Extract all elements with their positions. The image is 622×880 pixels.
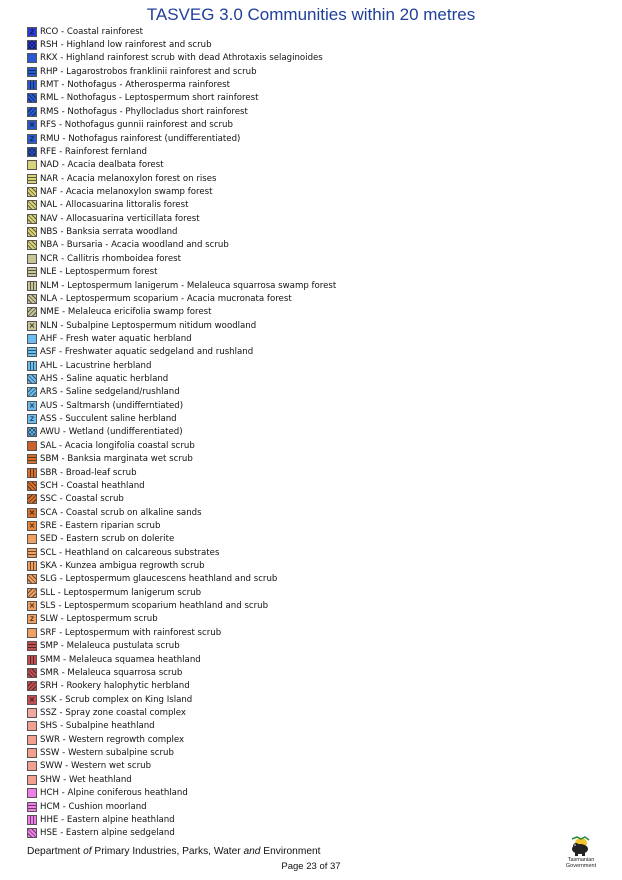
legend-item (27, 599, 336, 612)
legend-swatch (27, 494, 37, 504)
legend-item (27, 172, 336, 185)
legend-swatch (27, 748, 37, 758)
legend-label: NAL - Allocasuarina littoralis forest (40, 200, 189, 211)
legend-item (27, 92, 336, 105)
legend-swatch (27, 281, 37, 291)
legend-label: SHS - Subalpine heathland (40, 721, 155, 732)
legend-item (27, 586, 336, 599)
legend-swatch (27, 574, 37, 584)
page-title: TASVEG 3.0 Communities within 20 metres (146, 5, 476, 24)
legend-label: SSW - Western subalpine scrub (40, 748, 174, 759)
legend-label: RFE - Rainforest fernland (40, 146, 147, 157)
tasmanian-devil-icon (569, 835, 593, 857)
legend-label: SRF - Leptospermum with rainforest scrub (40, 627, 222, 638)
legend-item (27, 346, 336, 359)
legend-label: AHS - Saline aquatic herbland (40, 374, 169, 385)
legend-swatch: z (27, 27, 37, 37)
legend-swatch (27, 721, 37, 731)
legend-item (27, 25, 336, 38)
legend-label: NBA - Bursaria - Acacia woodland and scrub (40, 240, 229, 251)
legend-item (27, 359, 336, 372)
legend-label: SCL - Heathland on calcareous substrates (40, 547, 220, 558)
legend-label: SMP - Melaleuca pustulata scrub (40, 641, 180, 652)
legend-label: HCH - Alpine coniferous heathland (40, 788, 188, 799)
legend-item (27, 159, 336, 172)
legend-swatch (27, 40, 37, 50)
legend-swatch: z (27, 414, 37, 424)
legend-swatch (27, 761, 37, 771)
legend-label: RCO - Coastal rainforest (40, 26, 144, 37)
legend-item (27, 412, 336, 425)
legend-label: RMS - Nothofagus - Phyllocladus short rainforest (40, 106, 248, 117)
legend-item (27, 265, 336, 278)
legend-item (27, 239, 336, 252)
legend-label: HSE - Eastern alpine sedgeland (40, 828, 175, 839)
legend-swatch: × (28, 601, 36, 611)
legend-swatch (27, 641, 37, 651)
legend-item (27, 680, 336, 693)
legend-swatch (27, 80, 37, 90)
legend-swatch (27, 294, 37, 304)
legend-swatch: × (28, 320, 36, 330)
legend-label: NME - Melaleuca ericifolia swamp forest (40, 307, 212, 318)
legend-item (27, 733, 336, 746)
legend-swatch (27, 67, 37, 77)
legend-label: SLL - Leptospermum lanigerum scrub (40, 587, 202, 598)
legend-label: NLM - Leptospermum lanigerum - Melaleuca squarrosa swamp forest (40, 280, 337, 291)
legend-item (27, 212, 336, 225)
legend-item (27, 827, 336, 840)
legend-swatch (27, 53, 37, 63)
legend-item (27, 372, 336, 385)
legend-swatch: × (28, 120, 36, 130)
legend-swatch (27, 227, 37, 237)
legend-swatch (27, 93, 37, 103)
legend-label: SMM - Melaleuca squamea heathland (40, 654, 201, 665)
legend-label: ARS - Saline sedgeland/rushland (40, 387, 180, 398)
legend-swatch (27, 107, 37, 117)
legend-item (27, 746, 336, 759)
legend-swatch (27, 828, 37, 838)
legend-item (27, 225, 336, 238)
legend-label: NAR - Acacia melanoxylon forest on rises (40, 173, 217, 184)
legend-label: RMT - Nothofagus - Atherosperma rainforest (40, 80, 230, 91)
legend-item (27, 626, 336, 639)
legend-item (27, 145, 336, 158)
legend-label: AUS - Saltmarsh (undifferntiated) (40, 400, 184, 411)
legend-label: SBR - Broad-leaf scrub (40, 467, 137, 478)
legend-label: SLG - Leptospermum glaucescens heathland and scrub (40, 574, 278, 585)
legend-item (27, 786, 336, 799)
legend-label: SBM - Banksia marginata wet scrub (40, 454, 193, 465)
legend-swatch (27, 775, 37, 785)
legend-label: NLN - Subalpine Leptospermum nitidum woodland (40, 320, 257, 331)
legend-item (27, 252, 336, 265)
legend-label: SCH - Coastal heathland (40, 480, 145, 491)
legend-item (27, 706, 336, 719)
legend-swatch: × (28, 694, 36, 704)
legend-label: SLS - Leptospermum scoparium heathland and scrub (40, 601, 269, 612)
legend-item (27, 453, 336, 466)
legend-label: NAF - Acacia melanoxylon swamp forest (40, 186, 213, 197)
legend-item (27, 800, 336, 813)
legend-item (27, 38, 336, 51)
tasmanian-government-logo (557, 835, 605, 875)
legend-item (27, 546, 336, 559)
legend-swatch (27, 307, 37, 317)
legend-item (27, 760, 336, 773)
legend-swatch (27, 441, 37, 451)
legend-item (27, 573, 336, 586)
legend-swatch (27, 534, 37, 544)
legend-label: HCM - Cushion moorland (40, 801, 147, 812)
legend-label: ASF - Freshwater aquatic sedgeland and rushland (40, 347, 254, 358)
legend-item (27, 185, 336, 198)
legend-item (27, 479, 336, 492)
legend-item (27, 640, 336, 653)
legend-swatch (27, 334, 37, 344)
legend-label: NAD - Acacia dealbata forest (40, 160, 164, 171)
legend-item (27, 52, 336, 65)
legend-label: NBS - Banksia serrata woodland (40, 227, 178, 238)
legend-swatch (27, 708, 37, 718)
legend-label: SED - Eastern scrub on dolerite (40, 534, 175, 545)
legend-item (27, 613, 336, 626)
legend-label: ASS - Succulent saline herbland (40, 414, 177, 425)
page-number: Page 23 of 37 (281, 861, 341, 872)
legend-item (27, 426, 336, 439)
legend-item (27, 519, 336, 532)
legend-label: SWR - Western regrowth complex (40, 734, 185, 745)
legend-label: SRH - Rookery halophytic herbland (40, 681, 190, 692)
legend-item (27, 493, 336, 506)
legend-item (27, 386, 336, 399)
legend-item (27, 559, 336, 572)
legend-item (27, 279, 336, 292)
legend-swatch (27, 240, 37, 250)
legend-label: RHP - Lagarostrobos franklinii rainforest and scrub (40, 66, 257, 77)
legend-swatch: × (28, 400, 36, 410)
legend-swatch (27, 815, 37, 825)
legend-item (27, 292, 336, 305)
legend-label: HHE - Eastern alpine heathland (40, 814, 175, 825)
legend-swatch (27, 214, 37, 224)
legend-swatch (27, 668, 37, 678)
legend-item (27, 399, 336, 412)
legend-label: SSC - Coastal scrub (40, 494, 124, 505)
legend-label: SLW - Leptospermum scrub (40, 614, 158, 625)
legend-item (27, 693, 336, 706)
legend-item (27, 319, 336, 332)
legend-label: SSK - Scrub complex on King Island (40, 694, 193, 705)
legend-swatch (27, 374, 37, 384)
legend-swatch (27, 481, 37, 491)
legend-swatch (27, 802, 37, 812)
legend-item (27, 466, 336, 479)
legend-swatch (27, 468, 37, 478)
legend-swatch: × (28, 520, 36, 530)
legend-label: AWU - Wetland (undifferentiated) (40, 427, 183, 438)
legend-label: NLA - Leptospermum scoparium - Acacia mucronata forest (40, 293, 292, 304)
legend-label: RML - Nothofagus - Leptospermum short rainforest (40, 93, 259, 104)
legend-swatch: z (27, 134, 37, 144)
legend-swatch: z (27, 614, 37, 624)
legend-swatch: × (28, 507, 36, 517)
legend-label: SSZ - Spray zone coastal complex (40, 708, 187, 718)
legend-swatch (27, 628, 37, 638)
legend-item (27, 533, 336, 546)
legend-label: SKA - Kunzea ambigua regrowth scrub (40, 561, 205, 572)
legend-swatch (27, 681, 37, 691)
legend-label: SRE - Eastern riparian scrub (40, 520, 161, 531)
legend-item (27, 666, 336, 679)
legend-label: NLE - Leptospermum forest (40, 267, 158, 278)
legend-swatch (27, 200, 37, 210)
legend-swatch (27, 160, 37, 170)
legend-label: SHW - Wet heathland (40, 774, 132, 785)
legend-swatch (27, 147, 37, 157)
legend-item (27, 332, 336, 345)
logo-text-line1: Tasmanian (567, 857, 595, 863)
legend-swatch (27, 174, 37, 184)
legend-label: SWW - Western wet scrub (40, 761, 152, 772)
legend-swatch (27, 735, 37, 745)
legend-label: SAL - Acacia longifolia coastal scrub (40, 440, 195, 451)
legend-item (27, 119, 336, 132)
legend-swatch (27, 561, 37, 571)
logo-text-line2: Government (565, 863, 597, 869)
department-name: Department of Primary Industries, Parks, Water and Environment (27, 846, 321, 857)
legend-label: NAV - Allocasuarina verticillata forest (40, 213, 200, 224)
legend-label: RMU - Nothofagus rainforest (undifferentiated) (40, 133, 241, 144)
legend-swatch (27, 387, 37, 397)
legend-label: SMR - Melaleuca squarrosa scrub (40, 667, 183, 678)
legend-swatch (27, 454, 37, 464)
legend-item (27, 506, 336, 519)
legend-item (27, 439, 336, 452)
legend-item (27, 78, 336, 91)
legend-item (27, 773, 336, 786)
legend-swatch (27, 347, 37, 357)
legend-list (27, 25, 336, 840)
legend-swatch (27, 655, 37, 665)
legend-item (27, 199, 336, 212)
legend-label: AHF - Fresh water aquatic herbland (40, 333, 192, 344)
legend-label: RSH - Highland low rainforest and scrub (40, 40, 212, 51)
legend-swatch (27, 427, 37, 437)
legend-item (27, 105, 336, 118)
legend-swatch (27, 254, 37, 264)
legend-item (27, 653, 336, 666)
legend-swatch (27, 187, 37, 197)
legend-item (27, 720, 336, 733)
legend-label: SCA - Coastal scrub on alkaline sands (40, 507, 202, 518)
legend-swatch (27, 548, 37, 558)
legend-swatch (27, 361, 37, 371)
legend-label: RKX - Highland rainforest scrub with dead Athrotaxis selaginoides (40, 53, 323, 64)
legend-item (27, 306, 336, 319)
legend-swatch (27, 788, 37, 798)
legend-label: NCR - Callitris rhomboidea forest (40, 253, 181, 264)
legend-label: RFS - Nothofagus gunnii rainforest and scrub (40, 120, 233, 131)
legend-item (27, 813, 336, 826)
legend-swatch (27, 588, 37, 598)
legend-item (27, 65, 336, 78)
legend-swatch (27, 267, 37, 277)
legend-item (27, 132, 336, 145)
legend-label: AHL - Lacustrine herbland (40, 360, 152, 371)
